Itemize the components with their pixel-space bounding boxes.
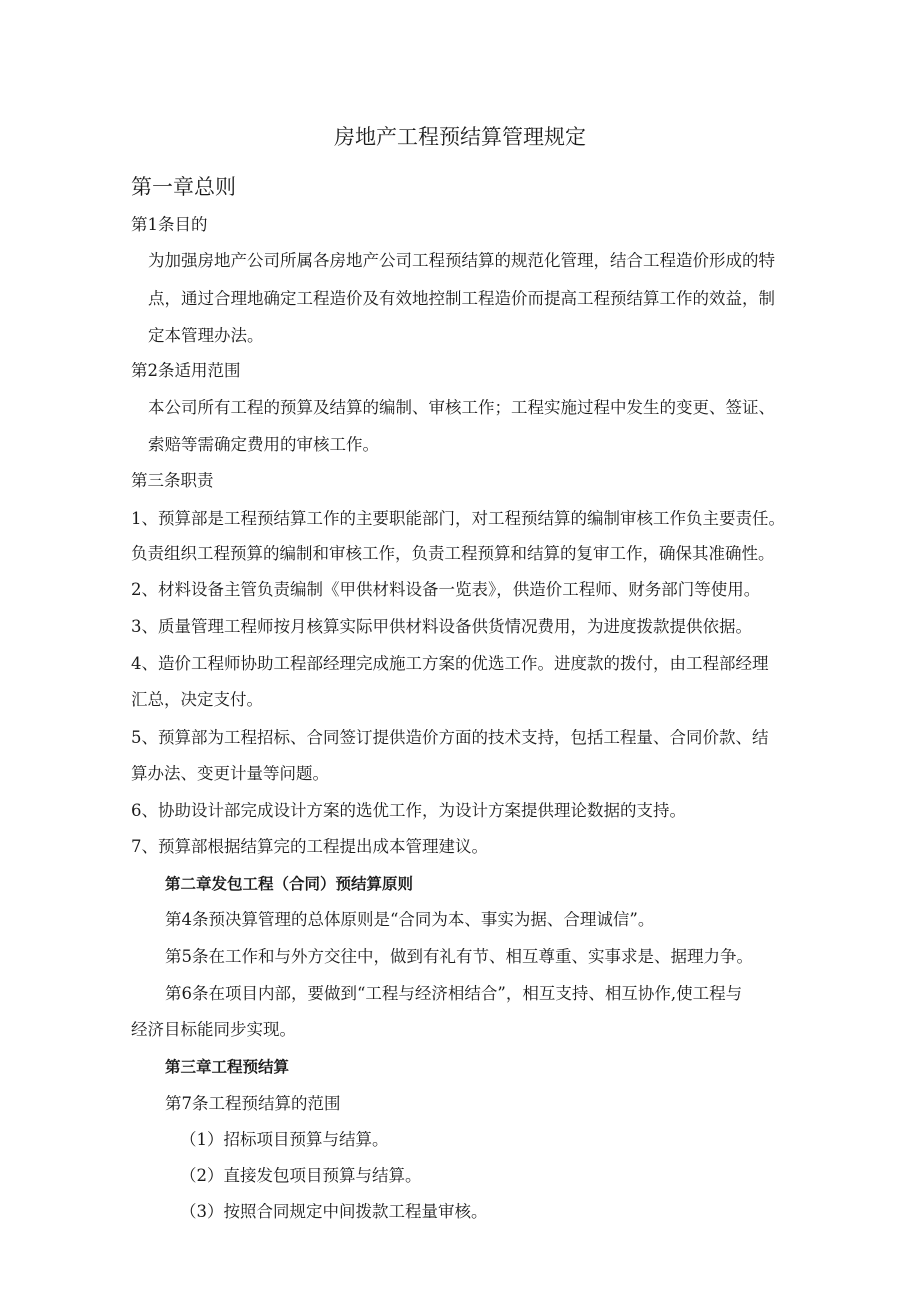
- article-7-item: （2）直接发包项目预算与结算。: [180, 1166, 422, 1185]
- chapter-2-heading: 第二章发包工程（合同）预结算原则: [165, 875, 414, 893]
- article-3-item: 算办法、变更计量等问题。: [131, 764, 329, 783]
- article-3-item: 7、预算部根据结算完的工程提出成本管理建议。: [131, 837, 488, 856]
- article-2-heading: 第2条适用范围: [131, 361, 241, 380]
- chapter-2-line: 第6条在项目内部，要做到“工程与经济相结合”，相互支持、相互协作,使工程与: [165, 984, 743, 1003]
- article-1-line-2: 点，通过合理地确定工程造价及有效地控制工程造价而提高工程预结算工作的效益，制: [148, 289, 775, 308]
- chapter-2-line: 第4条预决算管理的总体原则是“合同为本、事实为据、合理诚信”。: [165, 910, 655, 929]
- article-3-item: 汇总，决定支付。: [131, 690, 263, 709]
- article-3-item: 5、预算部为工程招标、合同签订提供造价方面的技术支持，包括工程量、合同价款、结: [131, 728, 769, 747]
- article-3-item: 2、材料设备主管负责编制《甲供材料设备一览表》，供造价工程师、财务部门等使用。: [131, 580, 761, 599]
- article-3-item: 3、质量管理工程师按月核算实际甲供材料设备供货情况费用，为进度拨款提供依据。: [131, 617, 752, 636]
- article-3-item: 负责组织工程预算的编制和审核工作，负责工程预算和结算的复审工作，确保其准确性。: [131, 544, 775, 563]
- chapter-2-line: 第5条在工作和与外方交往中，做到有礼有节、相互尊重、实事求是、据理力争。: [165, 947, 753, 966]
- article-7-item: （1）招标项目预算与结算。: [180, 1130, 389, 1149]
- article-7-heading: 第7条工程预结算的范围: [165, 1094, 341, 1113]
- chapter-1-heading: 第一章总则: [131, 175, 236, 199]
- article-3-item: 6、协助设计部完成设计方案的选优工作，为设计方案提供理论数据的支持。: [131, 801, 686, 820]
- chapter-2-line: 经济目标能同步实现。: [131, 1020, 296, 1039]
- article-2-line-2: 索赔等需确定费用的审核工作。: [148, 435, 379, 454]
- article-1-line-1: 为加强房地产公司所属各房地产公司工程预结算的规范化管理，结合工程造价形成的特: [148, 251, 775, 270]
- article-1-line-3: 定本管理办法。: [148, 326, 264, 345]
- chapter-3-heading: 第三章工程预结算: [165, 1058, 290, 1076]
- article-1-heading: 第1条目的: [131, 215, 208, 234]
- document-title: 房地产工程预结算管理规定: [334, 125, 586, 149]
- article-2-line-1: 本公司所有工程的预算及结算的编制、审核工作；工程实施过程中发生的变更、签证、: [148, 398, 775, 417]
- article-3-item: 1、预算部是工程预结算工作的主要职能部门，对工程预结算的编制审核工作负主要责任。: [131, 509, 785, 528]
- article-3-item: 4、造价工程师协助工程部经理完成施工方案的优选工作。进度款的拨付，由工程部经理: [131, 654, 769, 673]
- article-3-heading: 第三条职责: [131, 471, 214, 490]
- article-7-item: （3）按照合同规定中间拨款工程量审核。: [180, 1202, 488, 1221]
